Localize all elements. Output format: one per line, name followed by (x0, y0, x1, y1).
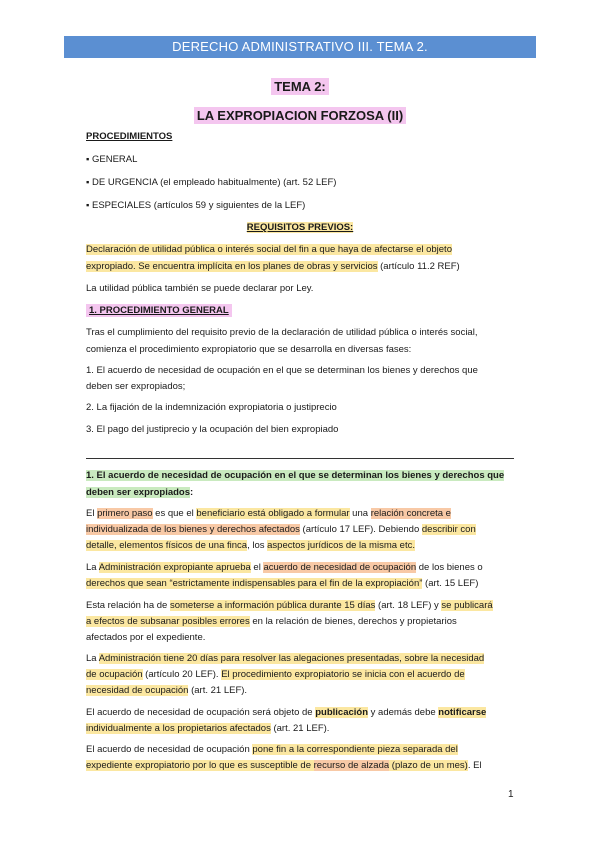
fase-1-line: 1. El acuerdo de necesidad de ocupación en el que se determinan los bienes y derechos que (86, 365, 478, 376)
requisitos-heading: REQUISITOS PREVIOS: (246, 222, 354, 233)
procedimiento-item: ▪ ESPECIALES (artículos 59 y siguientes de la LEF) (86, 200, 306, 211)
acuerdo-paragraph-line: derechos que sean “estrictamente indispensables para el fin de la expropiación” (art. 15 LEF) (86, 578, 479, 589)
fase-1-line: deben ser expropiados; (86, 381, 186, 392)
acuerdo-paragraph-line: detalle, elementos físicos de una finca, los aspectos jurídicos de la misma etc. (86, 540, 415, 551)
document-subtitle: LA EXPROPIACION FORZOSA (II) (0, 108, 600, 123)
acuerdo-paragraph-line: individualmente a los propietarios afectados (art. 21 LEF). (86, 723, 330, 734)
procedimiento-item: ▪ GENERAL (86, 154, 138, 165)
procedimientos-heading: PROCEDIMIENTOS (86, 131, 173, 142)
acuerdo-paragraph-line: de ocupación (artículo 20 LEF). El procedimiento expropiatorio se inicia con el acuerdo de (86, 669, 465, 680)
acuerdo-paragraph-line: Esta relación ha de someterse a información pública durante 15 días (art. 18 LEF) y se publicará (86, 600, 493, 611)
procedimiento-item: ▪ DE URGENCIA (el empleado habitualmente) (art. 52 LEF) (86, 177, 337, 188)
section-divider (86, 458, 514, 459)
general-intro-line: Tras el cumplimiento del requisito previo de la declaración de utilidad pública o interés social, (86, 327, 478, 338)
acuerdo-paragraph-line: La Administración expropiante aprueba el acuerdo de necesidad de ocupación de los bienes o (86, 562, 483, 573)
general-intro-line: comienza el procedimiento expropiatorio que se desarrolla en diversas fases: (86, 344, 412, 355)
acuerdo-paragraph-line: a efectos de subsanar posibles errores en la relación de bienes, derechos y propietarios (86, 616, 457, 627)
acuerdo-heading-line: deben ser expropiados: (86, 487, 194, 498)
acuerdo-paragraph-line: El acuerdo de necesidad de ocupación será objeto de publicación y además debe notificarse (86, 707, 487, 718)
document-header-bar: DERECHO ADMINISTRATIVO III. TEMA 2. (64, 36, 536, 58)
acuerdo-paragraph-line: afectados por el expediente. (86, 632, 206, 643)
acuerdo-paragraph-line: necesidad de ocupación (art. 21 LEF). (86, 685, 248, 696)
fase-2: 2. La fijación de la indemnización expropiatoria o justiprecio (86, 402, 337, 413)
page-number: 1 (508, 789, 514, 800)
requisitos-paragraph-line: expropiado. Se encuentra implícita en los planes de obras y servicios (artículo 11.2 REF) (86, 261, 460, 272)
acuerdo-paragraph-line: La Administración tiene 20 días para resolver las alegaciones presentadas, sobre la necesidad (86, 653, 485, 664)
acuerdo-paragraph-line: expediente expropiatorio por lo que es susceptible de recurso de alzada (plazo de un mes). El (86, 760, 482, 771)
requisitos-paragraph-line: Declaración de utilidad pública o interés social del fin a que haya de afectarse el objeto (86, 244, 452, 255)
tema-title: TEMA 2: (0, 79, 600, 94)
acuerdo-paragraph-line: El acuerdo de necesidad de ocupación pone fin a la correspondiente pieza separada del (86, 744, 458, 755)
procedimiento-general-heading: 1. PROCEDIMIENTO GENERAL (86, 302, 232, 319)
acuerdo-paragraph-line: individualizada de los bienes y derechos afectados (artículo 17 LEF). Debiendo describir con (86, 524, 476, 535)
acuerdo-heading-line: 1. El acuerdo de necesidad de ocupación en el que se determinan los bienes y derechos que (86, 470, 505, 481)
fase-3: 3. El pago del justiprecio y la ocupación del bien expropiado (86, 424, 339, 435)
acuerdo-paragraph-line: El primero paso es que el beneficiario está obligado a formular una relación concreta e (86, 508, 451, 519)
requisitos-ley-note: La utilidad pública también se puede declarar por Ley. (86, 283, 314, 294)
